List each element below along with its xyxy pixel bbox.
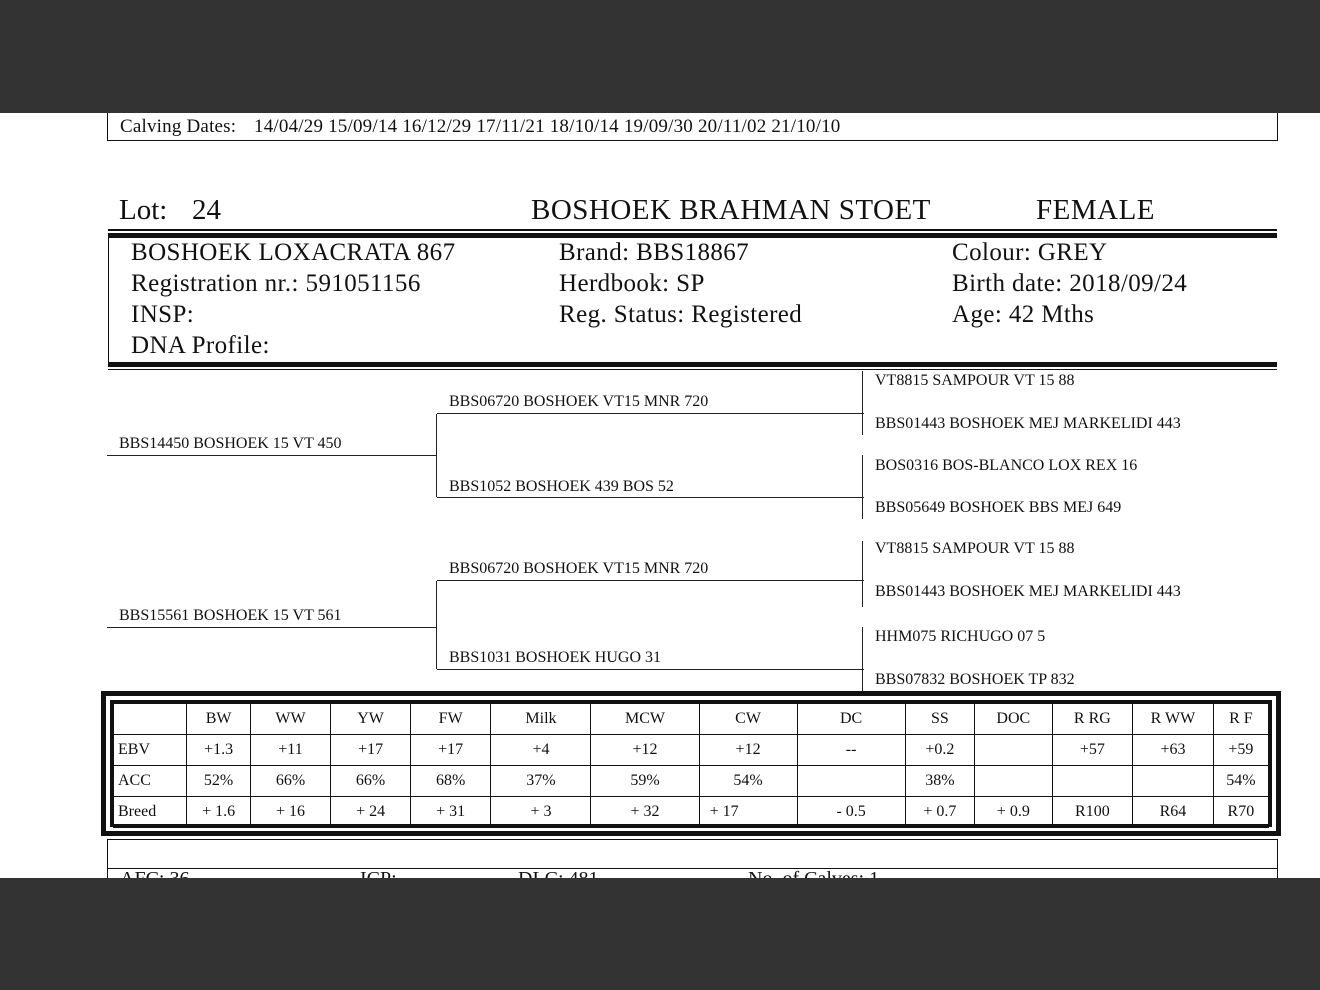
pedigree-sire: BBS14450 BOSHOEK 15 VT 450 — [119, 435, 342, 452]
ebv-cell: + 31 — [410, 797, 491, 828]
pedigree-bracket-ss — [862, 371, 863, 435]
pedigree-line-sire-dam — [437, 497, 864, 498]
ebv-cell — [975, 735, 1053, 766]
ebv-cell: 59% — [591, 766, 699, 797]
ebv-cell: +12 — [699, 735, 797, 766]
ebv-header-cell: BW — [187, 704, 250, 735]
pedigree-ggp-6: BBS01443 BOSHOEK MEJ MARKELIDI 443 — [875, 583, 1181, 600]
ebv-cell: 68% — [410, 766, 491, 797]
brand: Brand: BBS18867 — [559, 239, 750, 266]
ebv-cell: +0.2 — [905, 735, 974, 766]
pedigree-line-dam — [107, 627, 437, 628]
pedigree-ggp-5: VT8815 SAMPOUR VT 15 88 — [875, 540, 1075, 557]
calving-dates-label: Calving Dates: — [120, 116, 237, 137]
ebv-cell: +1.3 — [187, 735, 250, 766]
viewer-top-band — [0, 0, 1320, 113]
ebv-header-cell: R WW — [1133, 704, 1214, 735]
ebv-cell: + 0.9 — [975, 797, 1053, 828]
pedigree-ggp-1: VT8815 SAMPOUR VT 15 88 — [875, 372, 1075, 389]
ebv-cell: + 32 — [591, 797, 699, 828]
ebv-header-cell: Milk — [491, 704, 591, 735]
header-rule-thin — [108, 229, 1277, 231]
ebv-cell — [975, 766, 1053, 797]
age: Age: 42 Mths — [952, 301, 1095, 328]
pedigree-bracket-sd — [862, 455, 863, 519]
details-rule-thin — [108, 369, 1277, 370]
ebv-cell: + 16 — [250, 797, 331, 828]
ebv-cell: 37% — [491, 766, 591, 797]
herdbook: Herdbook: SP — [559, 270, 705, 297]
header-rule-thick — [108, 233, 1277, 238]
pedigree-line-dam-sire — [437, 580, 864, 581]
ebv-cell: + 1.6 — [187, 797, 250, 828]
pedigree-bracket-dam — [436, 581, 437, 669]
ebv-header-cell: WW — [250, 704, 331, 735]
ebv-row-breed — [114, 797, 1269, 828]
registration-number: Registration nr.: 591051156 — [131, 270, 421, 297]
pedigree-ggp-4: BBS05649 BOSHOEK BBS MEJ 649 — [875, 499, 1122, 516]
ebv-header-row — [114, 704, 1269, 735]
ebv-header-cell: YW — [331, 704, 411, 735]
pedigree-dam-dam: BBS1031 BOSHOEK HUGO 31 — [449, 649, 662, 666]
ebv-cell: + 17 — [699, 797, 797, 828]
ebv-table-inner-frame — [110, 700, 1272, 827]
ebv-cell: 66% — [250, 766, 331, 797]
viewer-bottom-band — [0, 878, 1320, 990]
ebv-header-cell: MCW — [591, 704, 699, 735]
colour: Colour: GREY — [952, 239, 1108, 266]
ebv-header-cell: R F — [1213, 704, 1268, 735]
ebv-cell: +59 — [1213, 735, 1268, 766]
ebv-cell: R70 — [1213, 797, 1268, 828]
pedigree-dam: BBS15561 BOSHOEK 15 VT 561 — [119, 607, 342, 624]
ebv-table — [113, 703, 1269, 828]
ebv-cell — [1052, 766, 1133, 797]
ebv-cell: +11 — [250, 735, 331, 766]
pedigree-ggp-3: BOS0316 BOS-BLANCO LOX REX 16 — [875, 457, 1138, 474]
document-page — [0, 113, 1320, 878]
pedigree-line-dam-dam — [437, 669, 864, 670]
pedigree-bracket-ds — [862, 541, 863, 607]
ebv-header-cell — [114, 704, 187, 735]
ebv-cell: 52% — [187, 766, 250, 797]
calving-dates-values: 14/04/29 15/09/14 16/12/29 17/11/21 18/10/14 19/09/30 20/11/02 21/10/10 — [254, 116, 841, 137]
ebv-cell: + 24 — [331, 797, 411, 828]
ebv-header-cell: R RG — [1052, 704, 1133, 735]
insp-label: INSP: — [131, 301, 195, 328]
ebv-row-label: Breed — [114, 797, 187, 828]
ebv-header-cell: DC — [797, 704, 905, 735]
details-rule-thick — [108, 362, 1277, 367]
lot-number: 24 — [192, 194, 221, 226]
ebv-header-cell: FW — [410, 704, 491, 735]
pedigree-sire-dam: BBS1052 BOSHOEK 439 BOS 52 — [449, 478, 674, 495]
ebv-table-frame — [101, 691, 1281, 836]
sex-label: FEMALE — [1036, 194, 1155, 226]
dna-profile-label: DNA Profile: — [131, 332, 270, 359]
pedigree-line-sire — [107, 455, 437, 456]
pedigree-bracket-dd — [862, 627, 863, 691]
pedigree-ggp-7: HHM075 RICHUGO 07 5 — [875, 628, 1046, 645]
pedigree-ggp-2: BBS01443 BOSHOEK MEJ MARKELIDI 443 — [875, 415, 1181, 432]
ebv-cell: +17 — [410, 735, 491, 766]
pedigree-ggp-8: BBS07832 BOSHOEK TP 832 — [875, 671, 1075, 688]
birth-date: Birth date: 2018/09/24 — [952, 270, 1188, 297]
ebv-cell — [1133, 766, 1214, 797]
performance-box-rule — [108, 868, 1277, 869]
ebv-header-cell: CW — [699, 704, 797, 735]
breeder-title: BOSHOEK BRAHMAN STOET — [531, 194, 931, 226]
ebv-header-cell: DOC — [975, 704, 1053, 735]
pedigree-bracket-sire — [436, 414, 437, 497]
ebv-header-cell: SS — [905, 704, 974, 735]
pedigree-line-sire-sire — [437, 413, 864, 414]
ebv-cell: + 3 — [491, 797, 591, 828]
ebv-cell: -- — [797, 735, 905, 766]
ebv-cell — [797, 766, 905, 797]
pedigree-dam-sire: BBS06720 BOSHOEK VT15 MNR 720 — [449, 560, 709, 577]
ebv-cell: R100 — [1052, 797, 1133, 828]
lot-label: Lot: — [119, 194, 168, 226]
ebv-row-ebv — [114, 735, 1269, 766]
ebv-cell: 38% — [905, 766, 974, 797]
details-left-border — [108, 238, 109, 362]
ebv-cell: - 0.5 — [797, 797, 905, 828]
ebv-cell: +4 — [491, 735, 591, 766]
ebv-cell: 54% — [699, 766, 797, 797]
pedigree-sire-sire: BBS06720 BOSHOEK VT15 MNR 720 — [449, 393, 709, 410]
ebv-cell: +57 — [1052, 735, 1133, 766]
ebv-cell: +63 — [1133, 735, 1214, 766]
ebv-row-acc — [114, 766, 1269, 797]
ebv-row-label: ACC — [114, 766, 187, 797]
ebv-row-label: EBV — [114, 735, 187, 766]
ebv-cell: 66% — [331, 766, 411, 797]
ebv-cell: +12 — [591, 735, 699, 766]
ebv-cell: +17 — [331, 735, 411, 766]
ebv-cell: R64 — [1133, 797, 1214, 828]
ebv-cell: + 0.7 — [905, 797, 974, 828]
registration-status: Reg. Status: Registered — [559, 301, 803, 328]
animal-name: BOSHOEK LOXACRATA 867 — [131, 239, 456, 266]
calving-dates-box — [107, 113, 1278, 141]
ebv-cell: 54% — [1213, 766, 1268, 797]
